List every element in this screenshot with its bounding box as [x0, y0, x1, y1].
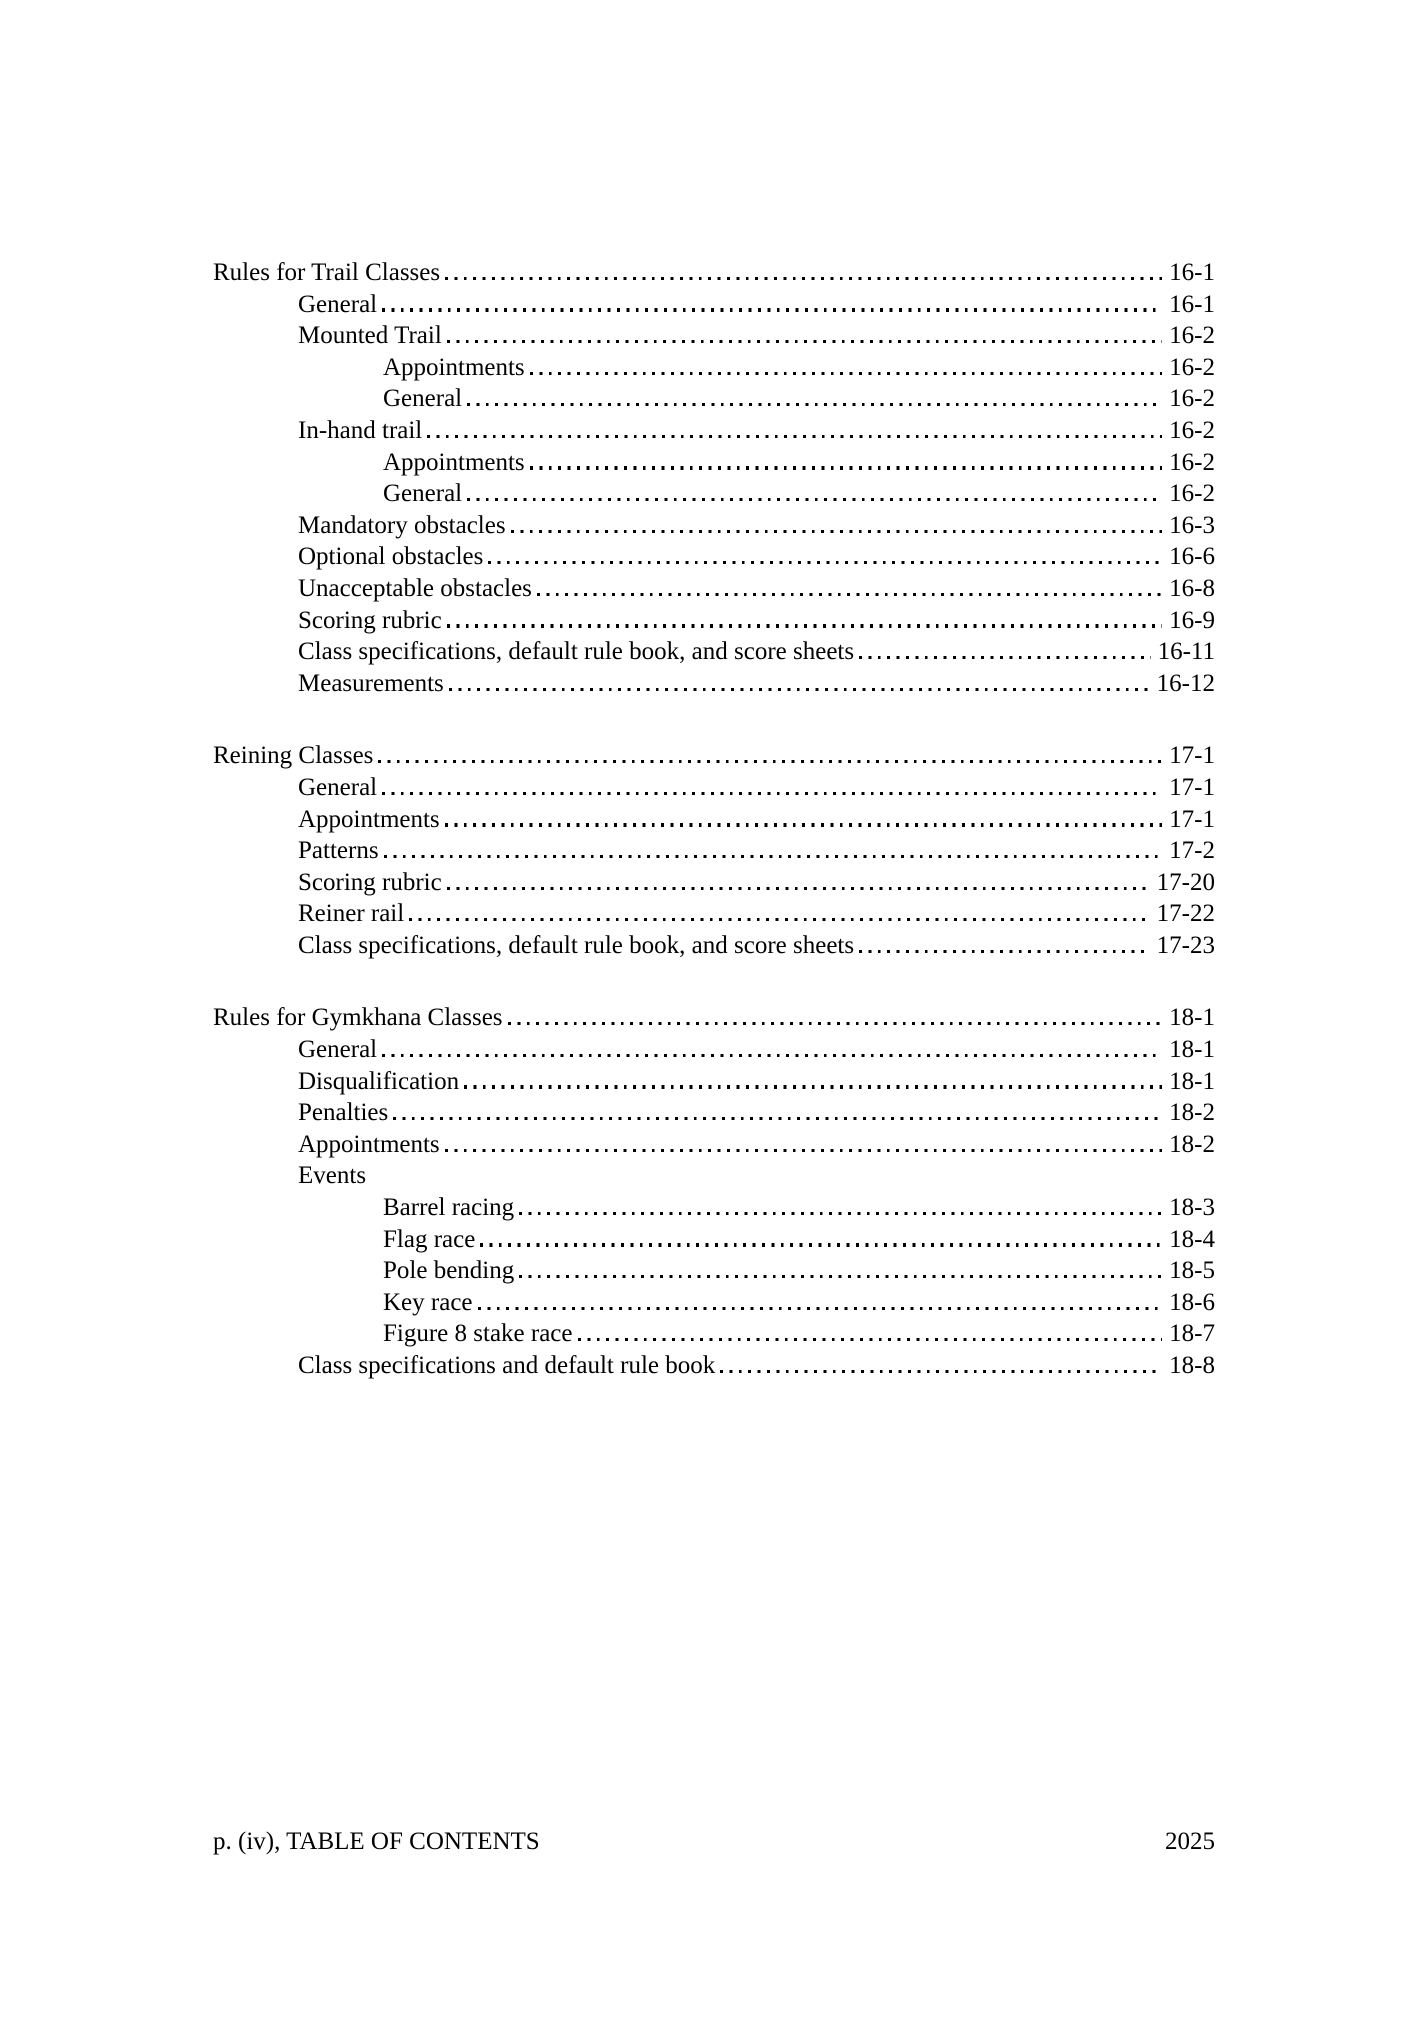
toc-entry-page: 17-1 — [1169, 773, 1215, 801]
toc-entry-label: Appointments — [298, 805, 440, 833]
toc-entry — [213, 1129, 1215, 1161]
toc-entry-label: Pole bending — [383, 1257, 515, 1285]
toc-entry-page: 18-7 — [1169, 1320, 1215, 1348]
toc-entry-label: Appointments — [383, 353, 525, 381]
dot-leader — [382, 792, 1162, 795]
toc-entry-label: Unacceptable obstacles — [298, 574, 532, 602]
toc-entry — [213, 1192, 1215, 1224]
toc-entry — [213, 772, 1215, 804]
dot-leader — [409, 918, 1149, 921]
footer-year: 2025 — [1165, 1828, 1215, 1855]
toc-entry-page: 16-8 — [1169, 574, 1215, 602]
toc-entry-page: 16-1 — [1169, 259, 1215, 286]
toc-entry-label: Appointments — [383, 448, 525, 476]
section-gap — [213, 699, 1215, 740]
dot-leader — [449, 688, 1150, 691]
toc-entry-page: 17-1 — [1169, 805, 1215, 833]
toc-entry-page: 18-8 — [1169, 1352, 1215, 1379]
toc-entry-label: Measurements — [298, 669, 444, 697]
toc-entry — [213, 636, 1215, 668]
dot-leader — [447, 340, 1162, 343]
toc-entry — [213, 668, 1215, 700]
toc-entry-label: General — [298, 1036, 378, 1064]
dot-leader — [530, 372, 1163, 375]
toc-entry — [213, 415, 1215, 447]
dot-leader — [384, 855, 1163, 858]
toc-entry — [213, 1224, 1215, 1256]
toc-entry-page: 18-4 — [1169, 1225, 1215, 1253]
toc-entry-label: Class specifications, default rule book, and score sheets — [298, 931, 855, 959]
toc-entry-page: 16-2 — [1169, 322, 1215, 350]
toc-entry — [213, 1066, 1215, 1098]
section-gap — [213, 961, 1215, 1002]
toc-entry — [213, 1160, 1215, 1192]
toc-entry-page: 18-1 — [1169, 1004, 1215, 1032]
toc-entry — [213, 740, 1215, 772]
dot-leader — [382, 308, 1162, 311]
toc-entry-label: General — [383, 385, 463, 413]
toc-entry-page: 18-1 — [1169, 1036, 1215, 1064]
toc-entry — [213, 1034, 1215, 1066]
toc-entry — [213, 1002, 1215, 1034]
table-of-contents — [213, 257, 1215, 1382]
toc-entry — [213, 478, 1215, 510]
toc-entry — [213, 835, 1215, 867]
dot-leader — [378, 760, 1162, 763]
toc-entry-label: Reiner rail — [298, 900, 405, 928]
toc-entry-page: 17-22 — [1156, 900, 1215, 928]
toc-entry — [213, 1097, 1215, 1129]
toc-entry-label: Class specifications, default rule book, and score sheets — [298, 638, 855, 666]
toc-entry-label: Disqualification — [298, 1067, 460, 1095]
toc-entry-page: 16-11 — [1157, 638, 1215, 666]
dot-leader — [478, 1307, 1163, 1310]
toc-entry-page: 17-23 — [1156, 931, 1215, 959]
dot-leader — [859, 656, 1151, 659]
toc-entry — [213, 930, 1215, 962]
toc-entry-page: 16-2 — [1169, 385, 1215, 413]
toc-entry-page: 18-5 — [1169, 1257, 1215, 1285]
toc-entry-page: 16-1 — [1169, 290, 1215, 318]
toc-entry-label: In-hand trail — [298, 416, 423, 444]
toc-entry — [213, 447, 1215, 479]
toc-entry-page: 18-1 — [1169, 1067, 1215, 1095]
toc-entry-label: Rules for Gymkhana Classes — [213, 1004, 503, 1032]
toc-entry-label: Mounted Trail — [298, 322, 442, 350]
toc-entry-page: 17-2 — [1169, 837, 1215, 865]
footer-page-label: p. (iv), TABLE OF CONTENTS — [213, 1828, 540, 1855]
toc-entry-page: 16-2 — [1169, 416, 1215, 444]
toc-entry-label: General — [298, 290, 378, 318]
toc-entry-label: Patterns — [298, 837, 379, 865]
toc-entry-page: 16-2 — [1169, 353, 1215, 381]
dot-leader — [519, 1275, 1162, 1278]
page-footer — [213, 1826, 1215, 1858]
toc-entry — [213, 867, 1215, 899]
dot-leader — [447, 887, 1150, 890]
dot-leader — [530, 466, 1163, 469]
toc-entry-page: 17-1 — [1169, 742, 1215, 770]
toc-entry — [213, 605, 1215, 637]
dot-leader — [488, 561, 1162, 564]
toc-entry — [213, 257, 1215, 289]
toc-entry-label: Optional obstacles — [298, 543, 484, 571]
toc-entry — [213, 383, 1215, 415]
toc-entry-page: 18-6 — [1169, 1288, 1215, 1316]
toc-entry — [213, 510, 1215, 542]
toc-entry — [213, 289, 1215, 321]
toc-entry-label: Barrel racing — [383, 1194, 515, 1222]
toc-entry-page: 18-3 — [1169, 1194, 1215, 1222]
toc-entry-label: Key race — [383, 1288, 473, 1316]
dot-leader — [445, 823, 1163, 826]
dot-leader — [464, 1085, 1162, 1088]
toc-entry-page: 17-20 — [1156, 868, 1215, 896]
dot-leader — [859, 950, 1150, 953]
toc-entry — [213, 573, 1215, 605]
dot-leader — [382, 1054, 1162, 1057]
dot-leader — [447, 624, 1162, 627]
toc-entry-label: Events — [298, 1162, 367, 1190]
toc-entry-label: Rules for Trail Classes — [213, 259, 441, 286]
toc-entry-label: Class specifications and default rule book — [298, 1352, 716, 1379]
toc-entry-page: 16-6 — [1169, 543, 1215, 571]
dot-leader — [467, 403, 1162, 406]
dot-leader — [467, 498, 1162, 501]
toc-entry-label: Flag race — [383, 1225, 476, 1253]
dot-leader — [445, 277, 1162, 280]
toc-entry — [213, 1350, 1215, 1382]
toc-entry — [213, 1255, 1215, 1287]
toc-entry-label: General — [298, 773, 378, 801]
toc-entry-page: 16-2 — [1169, 448, 1215, 476]
dot-leader — [519, 1212, 1162, 1215]
dot-leader — [427, 435, 1162, 438]
toc-entry-page: 16-2 — [1169, 480, 1215, 508]
toc-entry — [213, 1318, 1215, 1350]
dot-leader — [508, 1022, 1163, 1025]
dot-leader — [511, 530, 1163, 533]
toc-entry — [213, 320, 1215, 352]
toc-entry — [213, 541, 1215, 573]
toc-entry-page: 16-3 — [1169, 511, 1215, 539]
toc-entry — [213, 352, 1215, 384]
toc-entry-label: Scoring rubric — [298, 868, 442, 896]
dot-leader — [445, 1149, 1163, 1152]
toc-entry — [213, 1287, 1215, 1319]
toc-entry-label: Mandatory obstacles — [298, 511, 506, 539]
toc-entry-label: Figure 8 stake race — [383, 1320, 573, 1348]
dot-leader — [537, 593, 1162, 596]
toc-entry-label: General — [383, 480, 463, 508]
toc-entry-page: 16-9 — [1169, 606, 1215, 634]
toc-entry-label: Reining Classes — [213, 742, 374, 770]
dot-leader — [480, 1243, 1162, 1246]
toc-entry — [213, 804, 1215, 836]
toc-entry-label: Scoring rubric — [298, 606, 442, 634]
dot-leader — [720, 1370, 1162, 1373]
toc-entry — [213, 898, 1215, 930]
toc-entry-label: Appointments — [298, 1130, 440, 1158]
dot-leader — [578, 1338, 1163, 1341]
toc-entry-page: 16-12 — [1156, 669, 1215, 697]
dot-leader — [393, 1117, 1162, 1120]
toc-entry-page: 18-2 — [1169, 1130, 1215, 1158]
toc-entry-label: Penalties — [298, 1099, 389, 1127]
toc-entry-page: 18-2 — [1169, 1099, 1215, 1127]
